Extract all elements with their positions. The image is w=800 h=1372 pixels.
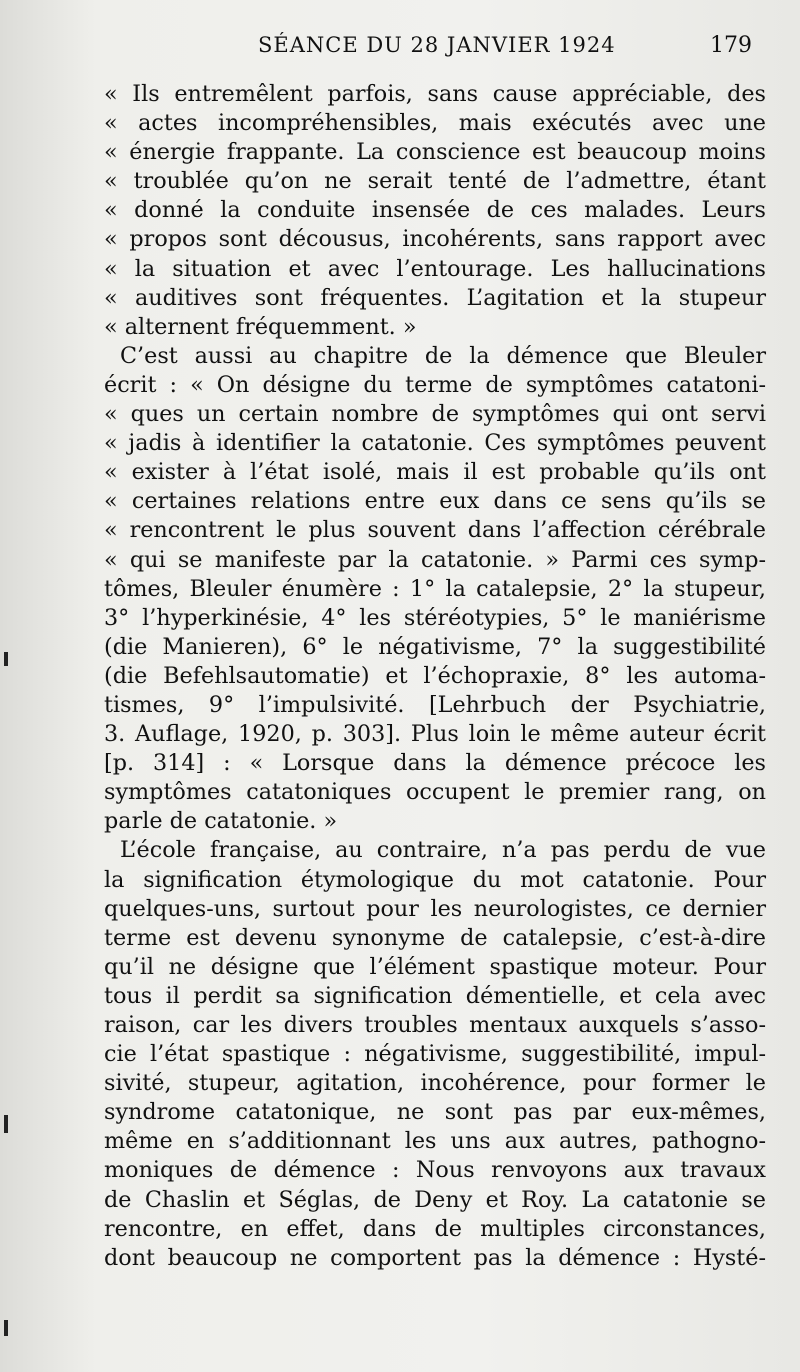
text-line: « certaines relations entre eux dans ce sens qu’ils se	[104, 488, 766, 515]
text-line: « alternent fréquemment. »	[104, 313, 417, 340]
text-line: (die Manieren), 6° le négativisme, 7° la suggestibilité	[104, 633, 766, 660]
text-line: L’école française, au contraire, n’a pas perdu de vue	[120, 837, 766, 864]
text-line: « donné la conduite insensée de ces malades. Leurs	[104, 197, 766, 224]
text-line: tous il perdit sa signification démentielle, et cela avec	[104, 982, 766, 1009]
text-line: cie l’état spastique : négativisme, suggestibilité, impul-	[104, 1041, 766, 1068]
text-line: « propos sont décousus, incohérents, sans rapport avec	[104, 226, 766, 253]
text-line: C’est aussi au chapitre de la démence que Bleuler	[120, 342, 766, 369]
text-line: symptômes catatoniques occupent le premier rang, on	[104, 779, 766, 806]
text-line: raison, car les divers troubles mentaux auxquels s’asso-	[104, 1012, 766, 1038]
text-line: « actes incompréhensibles, mais exécutés avec une	[104, 110, 766, 137]
text-line: « jadis à identifier la catatonie. Ces symptômes peuvent	[104, 430, 766, 457]
text-line: écrit : « On désigne du terme de symptômes catatoni-	[104, 371, 766, 398]
text-line: 3° l’hyperkinésie, 4° les stéréotypies, 5° le maniérisme	[104, 604, 766, 631]
text-line: moniques de démence : Nous renvoyons aux travaux	[104, 1157, 766, 1184]
text-line: « énergie frappante. La conscience est beaucoup moins	[104, 139, 766, 166]
text-line: « rencontrent le plus souvent dans l’affection cérébrale	[104, 517, 766, 544]
text-line: même en s’additionnant les uns aux autres, pathogno-	[104, 1128, 766, 1155]
text-line: « troublée qu’on ne serait tenté de l’admettre, étant	[104, 168, 766, 195]
body-text	[104, 80, 766, 1273]
margin-mark	[4, 1115, 8, 1133]
text-line: tômes, Bleuler énumère : 1° la catalepsie, 2° la stupeur,	[104, 575, 766, 602]
text-line: terme est devenu synonyme de catalepsie, c’est-à-dire	[104, 924, 766, 951]
text-line: tismes, 9° l’impulsivité. [Lehrbuch der Psychiatrie,	[104, 691, 766, 718]
text-line: parle de catatonie. »	[104, 808, 338, 835]
text-line: « auditives sont fréquentes. L’agitation et la stupeur	[104, 284, 766, 311]
text-line: « la situation et avec l’entourage. Les hallucinations	[104, 255, 766, 282]
text-line: dont beaucoup ne comportent pas la démence : Hysté-	[104, 1244, 766, 1271]
text-line: « qui se manifeste par la catatonie. » Parmi ces symp-	[104, 546, 766, 573]
text-line: [p. 314] : « Lorsque dans la démence précoce les	[104, 750, 766, 777]
text-line: « Ils entremêlent parfois, sans cause appréciable, des	[104, 81, 766, 107]
text-line: « ques un certain nombre de symptômes qui ont servi	[104, 401, 766, 428]
text-line: sivité, stupeur, agitation, incohérence, pour former le	[104, 1070, 766, 1097]
text-line: de Chaslin et Séglas, de Deny et Roy. La catatonie se	[104, 1186, 766, 1213]
text-line: 3. Auflage, 1920, p. 303]. Plus loin le même auteur écrit	[104, 721, 766, 748]
text-line: la signification étymologique du mot catatonie. Pour	[104, 866, 766, 893]
text-line: quelques-uns, surtout pour les neurologistes, ce dernier	[104, 895, 766, 922]
page-number: 179	[710, 33, 752, 58]
text-line: (die Befehlsautomatie) et l’échopraxie, 8° les automa-	[104, 662, 766, 689]
margin-mark	[4, 652, 8, 666]
page-header	[0, 33, 800, 69]
text-line: qu’il ne désigne que l’élément spastique moteur. Pour	[104, 953, 766, 980]
running-title: SÉANCE DU 28 JANVIER 1924	[258, 33, 616, 57]
text-line: rencontre, en effet, dans de multiples circonstances,	[104, 1215, 766, 1242]
text-line: syndrome catatonique, ne sont pas par eux-mêmes,	[104, 1099, 766, 1126]
text-line: « exister à l’état isolé, mais il est probable qu’ils ont	[104, 459, 766, 486]
margin-mark	[4, 1320, 8, 1336]
